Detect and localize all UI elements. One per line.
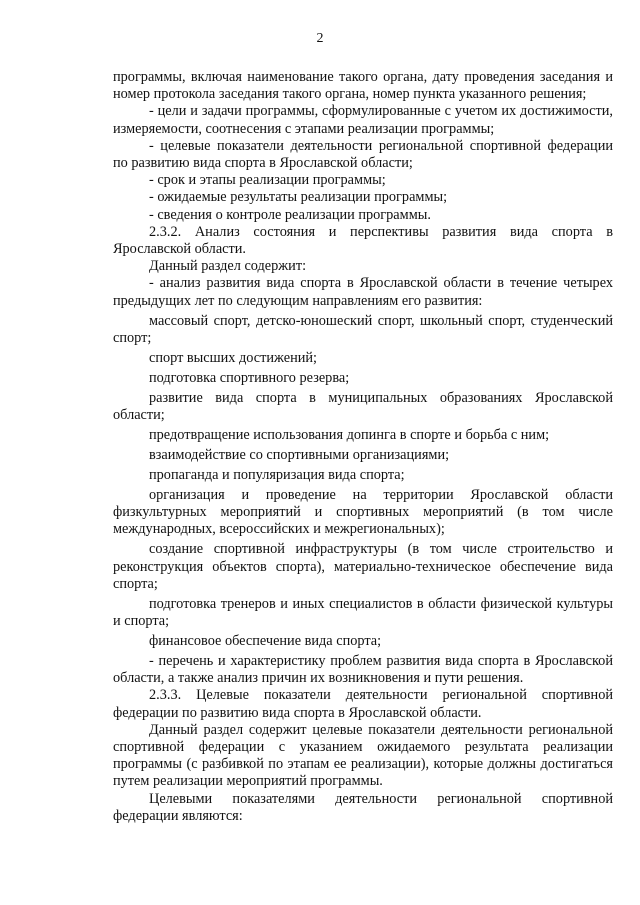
paragraph: организация и проведение на территории Ярославской области физкультурных мероприятий и спортивных мероприятий (в том числе международных, всероссийских и межрегиональных); — [113, 487, 613, 538]
paragraph: подготовка тренеров и иных специалистов в области физической культуры и спорта; — [113, 595, 613, 630]
paragraph: Целевыми показателями деятельности региональной спортивной федерации являются: — [113, 790, 613, 824]
paragraph: предотвращение использования допинга в спорте и борьба с ним; — [149, 427, 550, 444]
paragraph: создание спортивной инфраструктуры (в том числе строительство и реконструкция объектов спорта), материально-техническое обеспечение вида спорта; — [113, 541, 613, 592]
paragraph: 2.3.3. Целевые показатели деятельности региональной спортивной федерации по развитию вида спорта в Ярославской области. — [113, 687, 613, 721]
paragraph: - срок и этапы реализации программы; — [149, 172, 386, 189]
paragraph: 2.3.2. Анализ состояния и перспективы развития вида спорта в Ярославской области. — [113, 223, 613, 258]
paragraph: Данный раздел содержит: — [149, 258, 307, 275]
paragraph: Данный раздел содержит целевые показатели деятельности региональной спортивной федерации с указанием ожидаемого результата реализации программы (с разбивкой по этапам ее реализации), которые должны достигаться путем реализации мероприятий программы. — [113, 721, 613, 790]
paragraph: - цели и задачи программы, сформулированные с учетом их достижимости, измеряемости, соотнесения с этапами реализации программы; — [113, 103, 613, 137]
paragraph: спорт высших достижений; — [149, 349, 317, 366]
page-number: 2 — [316, 31, 324, 46]
document-body — [113, 69, 613, 825]
paragraph: финансовое обеспечение вида спорта; — [149, 633, 382, 650]
paragraph: массовый спорт, детско-юношеский спорт, школьный спорт, студенческий спорт; — [113, 312, 613, 346]
paragraph: - анализ развития вида спорта в Ярославской области в течение четырех предыдущих лет по следующим направлениям его развития: — [113, 275, 613, 309]
paragraph: подготовка спортивного резерва; — [149, 369, 350, 386]
paragraph: взаимодействие со спортивными организациями; — [149, 447, 450, 464]
paragraph: - перечень и характеристику проблем развития вида спорта в Ярославской области, а также анализ причин их возникновения и пути решения. — [113, 653, 613, 687]
paragraph: - сведения о контроле реализации программы. — [149, 206, 431, 223]
paragraph: развитие вида спорта в муниципальных образованиях Ярославской области; — [113, 389, 613, 424]
paragraph: пропаганда и популяризация вида спорта; — [149, 467, 405, 484]
paragraph: - ожидаемые результаты реализации программы; — [149, 189, 448, 206]
paragraph: программы, включая наименование такого органа, дату проведения заседания и номер протокола заседания такого органа, номер пункта указанного решения; — [113, 69, 613, 103]
paragraph: - целевые показатели деятельности региональной спортивной федерации по развитию вида спорта в Ярославской области; — [113, 137, 613, 172]
